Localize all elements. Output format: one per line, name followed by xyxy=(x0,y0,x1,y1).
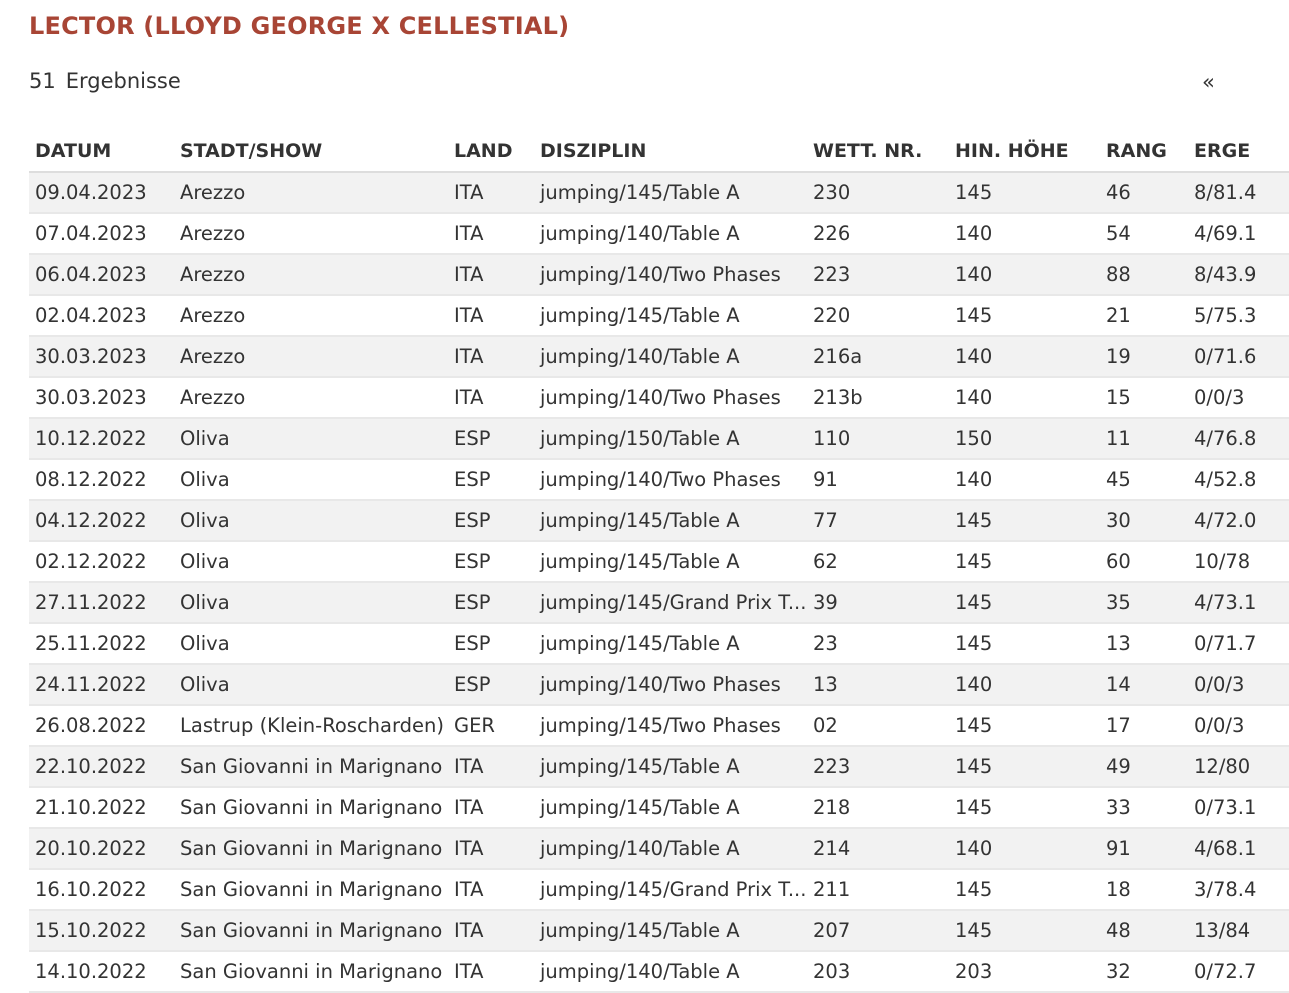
result-cell: 0/0/3 xyxy=(1188,377,1289,418)
city-show-cell: Oliva xyxy=(174,500,448,541)
city-show-cell: Arezzo xyxy=(174,377,448,418)
country-cell: ITA xyxy=(448,951,534,992)
rank-cell: 91 xyxy=(1100,828,1188,869)
table-row[interactable] xyxy=(29,172,1289,213)
discipline-cell: jumping/145/Two Phases xyxy=(534,705,807,746)
results-label: Ergebnisse xyxy=(65,69,181,93)
rank-cell: 35 xyxy=(1100,582,1188,623)
discipline-cell: jumping/140/Table A xyxy=(534,951,807,992)
result-cell: 8/43.9 xyxy=(1188,254,1289,295)
obstacle-height-cell: 145 xyxy=(949,705,1100,746)
obstacle-height-cell: 145 xyxy=(949,869,1100,910)
date-cell: 24.11.2022 xyxy=(29,664,174,705)
column-header-ergebnis[interactable]: ERGE xyxy=(1188,130,1289,172)
table-row[interactable] xyxy=(29,951,1289,992)
obstacle-height-cell: 140 xyxy=(949,828,1100,869)
country-cell: ITA xyxy=(448,377,534,418)
competition-number-cell: 23 xyxy=(807,623,949,664)
result-cell: 4/69.1 xyxy=(1188,213,1289,254)
table-row[interactable] xyxy=(29,705,1289,746)
discipline-cell: jumping/145/Table A xyxy=(534,295,807,336)
country-cell: ITA xyxy=(448,910,534,951)
date-cell: 20.10.2022 xyxy=(29,828,174,869)
results-table xyxy=(29,130,1289,993)
discipline-cell: jumping/145/Grand Prix T... xyxy=(534,582,807,623)
discipline-cell: jumping/145/Table A xyxy=(534,787,807,828)
competition-number-cell: 213b xyxy=(807,377,949,418)
country-cell: ITA xyxy=(448,254,534,295)
city-show-cell: Oliva xyxy=(174,623,448,664)
country-cell: ESP xyxy=(448,418,534,459)
date-cell: 25.11.2022 xyxy=(29,623,174,664)
discipline-cell: jumping/145/Table A xyxy=(534,541,807,582)
table-row[interactable] xyxy=(29,582,1289,623)
pagination-previous-button[interactable]: « xyxy=(1202,70,1215,94)
obstacle-height-cell: 145 xyxy=(949,295,1100,336)
competition-number-cell: 223 xyxy=(807,254,949,295)
competition-number-cell: 220 xyxy=(807,295,949,336)
obstacle-height-cell: 145 xyxy=(949,172,1100,213)
obstacle-height-cell: 150 xyxy=(949,418,1100,459)
table-row[interactable] xyxy=(29,500,1289,541)
date-cell: 10.12.2022 xyxy=(29,418,174,459)
table-row[interactable] xyxy=(29,254,1289,295)
result-cell: 0/0/3 xyxy=(1188,664,1289,705)
rank-cell: 17 xyxy=(1100,705,1188,746)
obstacle-height-cell: 203 xyxy=(949,951,1100,992)
table-row[interactable] xyxy=(29,295,1289,336)
discipline-cell: jumping/140/Table A xyxy=(534,828,807,869)
result-cell: 0/0/3 xyxy=(1188,705,1289,746)
competition-number-cell: 207 xyxy=(807,910,949,951)
discipline-cell: jumping/140/Table A xyxy=(534,336,807,377)
table-row[interactable] xyxy=(29,746,1289,787)
table-row[interactable] xyxy=(29,418,1289,459)
competition-number-cell: 223 xyxy=(807,746,949,787)
date-cell: 26.08.2022 xyxy=(29,705,174,746)
rank-cell: 19 xyxy=(1100,336,1188,377)
rank-cell: 33 xyxy=(1100,787,1188,828)
rank-cell: 32 xyxy=(1100,951,1188,992)
country-cell: ITA xyxy=(448,336,534,377)
rank-cell: 18 xyxy=(1100,869,1188,910)
table-row[interactable] xyxy=(29,213,1289,254)
date-cell: 14.10.2022 xyxy=(29,951,174,992)
country-cell: GER xyxy=(448,705,534,746)
column-header-hin-hoehe[interactable]: HIN. HÖHE xyxy=(949,130,1100,172)
city-show-cell: Arezzo xyxy=(174,254,448,295)
competition-number-cell: 110 xyxy=(807,418,949,459)
date-cell: 07.04.2023 xyxy=(29,213,174,254)
competition-number-cell: 218 xyxy=(807,787,949,828)
obstacle-height-cell: 145 xyxy=(949,910,1100,951)
obstacle-height-cell: 140 xyxy=(949,336,1100,377)
result-cell: 4/68.1 xyxy=(1188,828,1289,869)
result-cell: 0/72.7 xyxy=(1188,951,1289,992)
city-show-cell: San Giovanni in Marignano xyxy=(174,951,448,992)
column-header-land[interactable]: LAND xyxy=(448,130,534,172)
country-cell: ITA xyxy=(448,746,534,787)
date-cell: 16.10.2022 xyxy=(29,869,174,910)
competition-number-cell: 211 xyxy=(807,869,949,910)
obstacle-height-cell: 145 xyxy=(949,623,1100,664)
result-cell: 10/78 xyxy=(1188,541,1289,582)
date-cell: 22.10.2022 xyxy=(29,746,174,787)
obstacle-height-cell: 145 xyxy=(949,787,1100,828)
city-show-cell: San Giovanni in Marignano xyxy=(174,910,448,951)
table-row[interactable] xyxy=(29,623,1289,664)
table-header xyxy=(29,130,1289,172)
column-header-disziplin[interactable]: DISZIPLIN xyxy=(534,130,807,172)
country-cell: ESP xyxy=(448,664,534,705)
rank-cell: 30 xyxy=(1100,500,1188,541)
city-show-cell: San Giovanni in Marignano xyxy=(174,869,448,910)
obstacle-height-cell: 140 xyxy=(949,459,1100,500)
city-show-cell: Arezzo xyxy=(174,336,448,377)
date-cell: 02.12.2022 xyxy=(29,541,174,582)
result-cell: 12/80 xyxy=(1188,746,1289,787)
city-show-cell: Arezzo xyxy=(174,295,448,336)
result-cell: 4/72.0 xyxy=(1188,500,1289,541)
result-cell: 5/75.3 xyxy=(1188,295,1289,336)
city-show-cell: San Giovanni in Marignano xyxy=(174,787,448,828)
obstacle-height-cell: 145 xyxy=(949,500,1100,541)
rank-cell: 14 xyxy=(1100,664,1188,705)
date-cell: 30.03.2023 xyxy=(29,336,174,377)
rank-cell: 13 xyxy=(1100,623,1188,664)
discipline-cell: jumping/150/Table A xyxy=(534,418,807,459)
discipline-cell: jumping/140/Two Phases xyxy=(534,459,807,500)
competition-number-cell: 203 xyxy=(807,951,949,992)
table-header-row xyxy=(29,130,1289,172)
rank-cell: 49 xyxy=(1100,746,1188,787)
discipline-cell: jumping/145/Table A xyxy=(534,746,807,787)
page-title: LECTOR (LLOYD GEORGE X CELLESTIAL) xyxy=(29,12,570,40)
rank-cell: 60 xyxy=(1100,541,1188,582)
city-show-cell: Arezzo xyxy=(174,213,448,254)
competition-number-cell: 77 xyxy=(807,500,949,541)
competition-number-cell: 13 xyxy=(807,664,949,705)
obstacle-height-cell: 145 xyxy=(949,541,1100,582)
column-header-datum[interactable]: DATUM xyxy=(29,130,174,172)
competition-number-cell: 62 xyxy=(807,541,949,582)
country-cell: ITA xyxy=(448,787,534,828)
date-cell: 30.03.2023 xyxy=(29,377,174,418)
column-header-stadt-show[interactable]: STADT/SHOW xyxy=(174,130,448,172)
country-cell: ESP xyxy=(448,623,534,664)
obstacle-height-cell: 140 xyxy=(949,213,1100,254)
obstacle-height-cell: 145 xyxy=(949,582,1100,623)
discipline-cell: jumping/140/Two Phases xyxy=(534,377,807,418)
country-cell: ESP xyxy=(448,541,534,582)
result-cell: 4/52.8 xyxy=(1188,459,1289,500)
discipline-cell: jumping/145/Table A xyxy=(534,910,807,951)
table-body xyxy=(29,172,1289,992)
date-cell: 06.04.2023 xyxy=(29,254,174,295)
result-cell: 4/73.1 xyxy=(1188,582,1289,623)
result-cell: 3/78.4 xyxy=(1188,869,1289,910)
rank-cell: 21 xyxy=(1100,295,1188,336)
rank-cell: 48 xyxy=(1100,910,1188,951)
table-row[interactable] xyxy=(29,459,1289,500)
result-cell: 13/84 xyxy=(1188,910,1289,951)
obstacle-height-cell: 145 xyxy=(949,746,1100,787)
country-cell: ITA xyxy=(448,295,534,336)
city-show-cell: San Giovanni in Marignano xyxy=(174,828,448,869)
date-cell: 21.10.2022 xyxy=(29,787,174,828)
result-cell: 4/76.8 xyxy=(1188,418,1289,459)
city-show-cell: San Giovanni in Marignano xyxy=(174,746,448,787)
table-row[interactable] xyxy=(29,377,1289,418)
results-count: 51 xyxy=(29,69,56,93)
competition-number-cell: 216a xyxy=(807,336,949,377)
discipline-cell: jumping/145/Table A xyxy=(534,500,807,541)
obstacle-height-cell: 140 xyxy=(949,664,1100,705)
city-show-cell: Oliva xyxy=(174,664,448,705)
table-row[interactable] xyxy=(29,541,1289,582)
competition-number-cell: 230 xyxy=(807,172,949,213)
country-cell: ITA xyxy=(448,172,534,213)
date-cell: 15.10.2022 xyxy=(29,910,174,951)
results-summary xyxy=(29,69,181,93)
date-cell: 27.11.2022 xyxy=(29,582,174,623)
rank-cell: 11 xyxy=(1100,418,1188,459)
discipline-cell: jumping/140/Table A xyxy=(534,213,807,254)
table-row[interactable] xyxy=(29,787,1289,828)
discipline-cell: jumping/145/Table A xyxy=(534,623,807,664)
discipline-cell: jumping/145/Table A xyxy=(534,172,807,213)
competition-number-cell: 226 xyxy=(807,213,949,254)
rank-cell: 15 xyxy=(1100,377,1188,418)
table-row[interactable] xyxy=(29,869,1289,910)
competition-number-cell: 214 xyxy=(807,828,949,869)
country-cell: ITA xyxy=(448,828,534,869)
country-cell: ESP xyxy=(448,582,534,623)
rank-cell: 46 xyxy=(1100,172,1188,213)
rank-cell: 45 xyxy=(1100,459,1188,500)
discipline-cell: jumping/140/Two Phases xyxy=(534,254,807,295)
discipline-cell: jumping/145/Grand Prix T... xyxy=(534,869,807,910)
table-row[interactable] xyxy=(29,336,1289,377)
date-cell: 04.12.2022 xyxy=(29,500,174,541)
result-cell: 0/73.1 xyxy=(1188,787,1289,828)
city-show-cell: Oliva xyxy=(174,582,448,623)
competition-number-cell: 91 xyxy=(807,459,949,500)
city-show-cell: Oliva xyxy=(174,418,448,459)
city-show-cell: Oliva xyxy=(174,541,448,582)
country-cell: ESP xyxy=(448,500,534,541)
country-cell: ITA xyxy=(448,213,534,254)
date-cell: 09.04.2023 xyxy=(29,172,174,213)
rank-cell: 54 xyxy=(1100,213,1188,254)
obstacle-height-cell: 140 xyxy=(949,377,1100,418)
column-header-wett-nr[interactable]: WETT. NR. xyxy=(807,130,949,172)
country-cell: ITA xyxy=(448,869,534,910)
result-cell: 0/71.7 xyxy=(1188,623,1289,664)
table-row[interactable] xyxy=(29,664,1289,705)
country-cell: ESP xyxy=(448,459,534,500)
rank-cell: 88 xyxy=(1100,254,1188,295)
result-cell: 0/71.6 xyxy=(1188,336,1289,377)
result-cell: 8/81.4 xyxy=(1188,172,1289,213)
competition-number-cell: 39 xyxy=(807,582,949,623)
city-show-cell: Oliva xyxy=(174,459,448,500)
city-show-cell: Arezzo xyxy=(174,172,448,213)
city-show-cell: Lastrup (Klein-Roscharden) xyxy=(174,705,448,746)
obstacle-height-cell: 140 xyxy=(949,254,1100,295)
date-cell: 08.12.2022 xyxy=(29,459,174,500)
date-cell: 02.04.2023 xyxy=(29,295,174,336)
column-header-rang[interactable]: RANG xyxy=(1100,130,1188,172)
discipline-cell: jumping/140/Two Phases xyxy=(534,664,807,705)
table-row[interactable] xyxy=(29,828,1289,869)
competition-number-cell: 02 xyxy=(807,705,949,746)
table-row[interactable] xyxy=(29,910,1289,951)
